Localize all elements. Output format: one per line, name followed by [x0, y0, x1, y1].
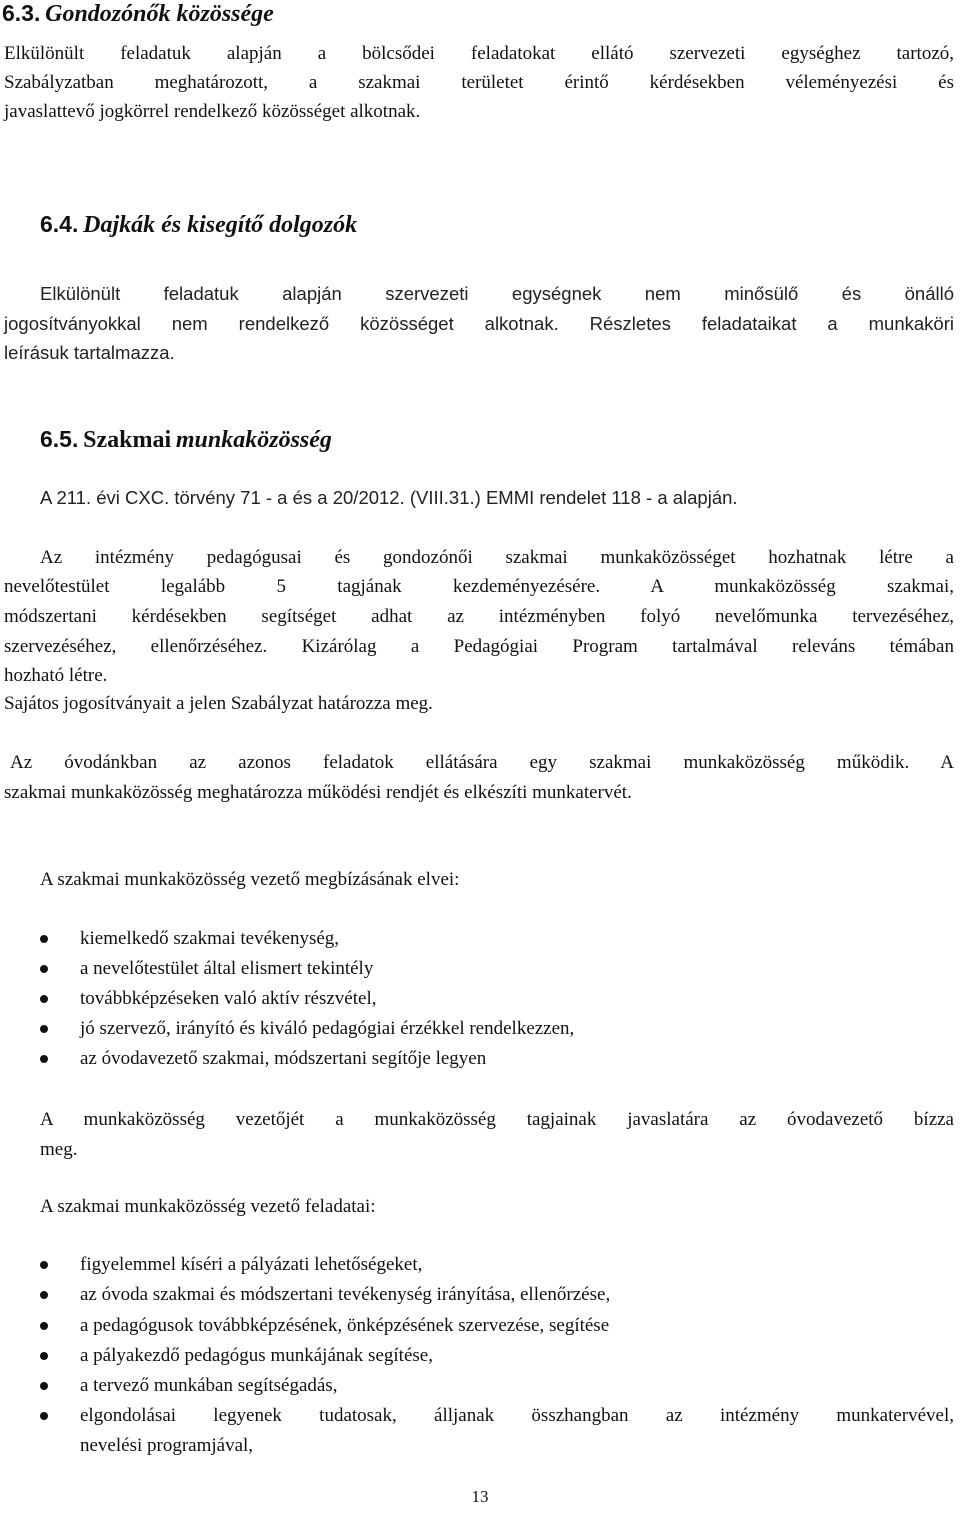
list-item-continuation: nevelési programjával,	[80, 1435, 254, 1456]
list-item: a pedagógusok továbbképzésének, önképzésének szervezése, segítése	[80, 1315, 610, 1336]
paragraph-line: jogosítványokkal nem rendelkező közösséget alkotnak. Részletes feladataikat a munkaköri	[4, 313, 954, 334]
bullet-icon	[40, 995, 48, 1003]
list-item: továbbképzéseken való aktív részvétel,	[80, 988, 377, 1009]
bullet-icon	[40, 935, 48, 943]
page-number: 13	[471, 1487, 489, 1506]
list-item: figyelemmel kíséri a pályázati lehetőségeket,	[80, 1254, 423, 1275]
paragraph-line: javaslattevő jogkörrel rendelkező közösséget alkotnak.	[4, 101, 421, 122]
bullet-icon	[40, 1261, 48, 1269]
principles-heading: A szakmai munkaközösség vezető megbízásának elvei:	[40, 869, 460, 890]
paragraph-line: Az óvodánkban az azonos feladatok ellátására egy szakmai munkaközösség működik. A	[10, 752, 954, 773]
list-item: az óvodavezető szakmai, módszertani segítője legyen	[80, 1048, 487, 1069]
paragraph-line: Sajátos jogosítványait a jelen Szabályzat határozza meg.	[4, 693, 433, 714]
list-item: elgondolásai legyenek tudatosak, álljanak összhangban az intézmény munkatervével,	[80, 1405, 954, 1426]
bullet-icon	[40, 1055, 48, 1063]
section-number: 6.3.	[2, 0, 41, 26]
paragraph-line: Elkülönült feladatuk alapján a bölcsődei feladatokat ellátó szervezeti egységhez tartozó,	[4, 43, 954, 64]
law-reference: A 211. évi CXC. törvény 71 - a és a 20/2012. (VIII.31.) EMMI rendelet 118 - a alapján.	[40, 487, 738, 508]
paragraph-line: Szabályzatban meghatározott, a szakmai területet érintő kérdésekben véleményezési és	[4, 72, 954, 93]
bullet-icon	[40, 965, 48, 973]
list-item: a tervező munkában segítségadás,	[80, 1375, 338, 1396]
paragraph-line: nevelőtestület legalább 5 tagjának kezdeményezésére. A munkaközösség szakmai,	[4, 576, 954, 597]
section-heading-6-4	[40, 213, 357, 237]
list-item: a nevelőtestület által elismert tekintély	[80, 958, 374, 979]
paragraph-line: leírásuk tartalmazza.	[4, 342, 175, 363]
paragraph-line: hozható létre.	[4, 665, 108, 686]
section-title-italic: munkaközösség	[175, 427, 332, 453]
paragraph-line: meg.	[40, 1139, 78, 1160]
paragraph-line: A munkaközösség vezetőjét a munkaközösség tagjainak javaslatára az óvodavezető bízza	[40, 1109, 954, 1130]
list-item: a pályakezdő pedagógus munkájának segítése,	[80, 1345, 433, 1366]
list-item: jó szervező, irányító és kiváló pedagógiai érzékkel rendelkezzen,	[80, 1018, 575, 1039]
bullet-icon	[40, 1322, 48, 1330]
section-number: 6.4.	[40, 211, 79, 237]
section-heading-6-3	[2, 2, 274, 26]
bullet-icon	[40, 1352, 48, 1360]
section-title: Dajkák és kisegítő dolgozók	[83, 212, 358, 238]
bullet-icon	[40, 1025, 48, 1033]
bullet-icon	[40, 1291, 48, 1299]
tasks-heading: A szakmai munkaközösség vezető feladatai:	[40, 1196, 376, 1217]
list-item: az óvoda szakmai és módszertani tevékenység irányítása, ellenőrzése,	[80, 1284, 611, 1305]
paragraph-line: szakmai munkaközösség meghatározza működési rendjét és elkészíti munkatervét.	[4, 782, 632, 803]
section-number: 6.5.	[40, 426, 79, 452]
section-title: Gondozónők közössége	[45, 1, 274, 27]
section-heading-6-5	[40, 428, 332, 452]
bullet-icon	[40, 1412, 48, 1420]
list-item: kiemelkedő szakmai tevékenység,	[80, 928, 340, 949]
bullet-icon	[40, 1382, 48, 1390]
paragraph-line: szervezéséhez, ellenőrzéséhez. Kizárólag a Pedagógiai Program tartalmával releváns témában	[4, 636, 954, 657]
paragraph-line: Az intézmény pedagógusai és gondozónői szakmai munkaközösséget hozhatnak létre a	[40, 547, 954, 568]
paragraph-line: módszertani kérdésekben segítséget adhat az intézményben folyó nevelőmunka tervezéséhez,	[4, 606, 954, 627]
section-title: Szakmai	[83, 427, 172, 453]
paragraph-line: Elkülönült feladatuk alapján szervezeti egységnek nem minősülő és önálló	[40, 283, 954, 304]
